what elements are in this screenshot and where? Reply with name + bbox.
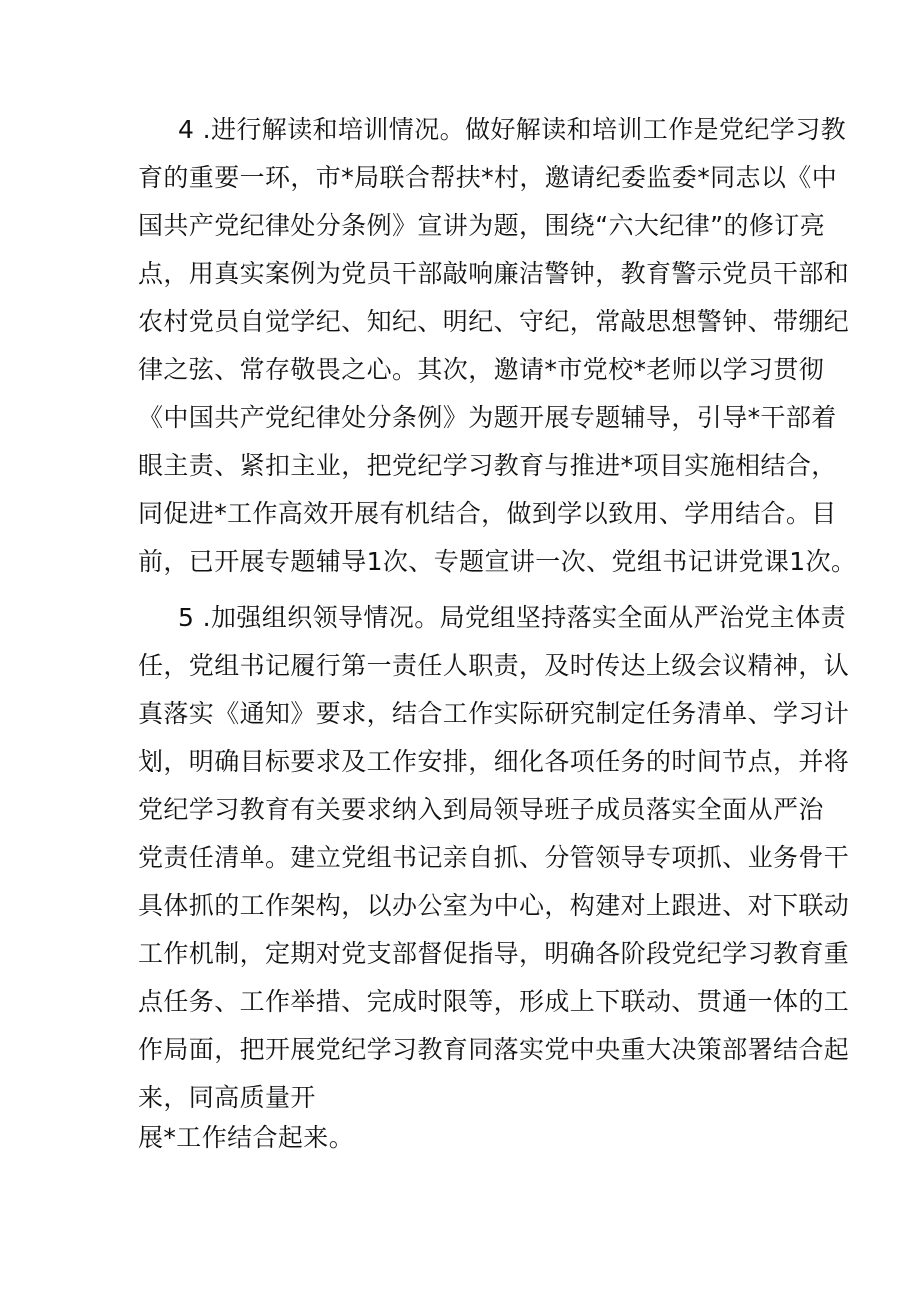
paragraph-5-line-10: 作局面，把开展党纪学习教育同落实党中央重大决策部署结合起 bbox=[138, 1035, 850, 1064]
paragraph-5-line-1: 5 .加强组织领导情况。局党组坚持落实全面从严治党主体责 bbox=[178, 603, 847, 632]
paragraph-5-line-2: 任，党组书记履行第一责任人职责，及时传达上级会议精神，认 bbox=[138, 651, 850, 680]
paragraph-5-line-4: 划，明确目标要求及工作安排，细化各项任务的时间节点，并将 bbox=[138, 747, 850, 776]
paragraph-5-line-9: 点任务、工作举措、完成时限等，形成上下联动、贯通一体的工 bbox=[138, 987, 850, 1016]
paragraph-4-line-2: 育的重要一环，市*局联合帮扶*村，邀请纪委监委*同志以《中 bbox=[138, 163, 838, 192]
paragraph-4-line-6: 律之弦、常存敬畏之心。其次，邀请*市党校*老师以学习贯彻 bbox=[138, 355, 825, 384]
paragraph-4-line-1: 4 .进行解读和培训情况。做好解读和培训工作是党纪学习教 bbox=[178, 115, 847, 144]
paragraph-4-line-4: 点，用真实案例为党员干部敲响廉洁警钟，教育警示党员干部和 bbox=[138, 259, 850, 288]
paragraph-5-line-7: 具体抓的工作架构，以办公室为中心，构建对上跟进、对下联动 bbox=[138, 891, 850, 920]
paragraph-5-line-5: 党纪学习教育有关要求纳入到局领导班子成员落实全面从严治 bbox=[138, 795, 824, 824]
paragraph-4-line-9: 同促进*工作高效开展有机结合，做到学以致用、学用结合。目 bbox=[138, 499, 837, 528]
paragraph-5-line-12: 展*工作结合起来。 bbox=[138, 1123, 355, 1152]
paragraph-4-line-5: 农村党员自觉学纪、知纪、明纪、守纪，常敲思想警钟、带绷纪 bbox=[138, 307, 850, 336]
paragraph-4-line-7: 《中国共产党纪律处分条例》为题开展专题辅导，引导*干部着 bbox=[138, 403, 837, 432]
paragraph-5-line-6: 党责任清单。建立党组书记亲自抓、分管领导专项抓、业务骨干 bbox=[138, 843, 850, 872]
paragraph-5-line-11: 来，同高质量开 bbox=[138, 1083, 316, 1112]
paragraph-5-line-8: 工作机制，定期对党支部督促指导，明确各阶段党纪学习教育重 bbox=[138, 939, 850, 968]
paragraph-4-line-10: 前，已开展专题辅导1次、专题宣讲一次、党组书记讲党课1次。 bbox=[138, 547, 857, 576]
paragraph-4-line-8: 眼主责、紧扣主业，把党纪学习教育与推进*项目实施相结合， bbox=[138, 451, 837, 480]
paragraph-4-line-3: 国共产党纪律处分条例》宣讲为题，围绕“六大纪律”的修订亮 bbox=[138, 211, 826, 240]
paragraph-5-line-3: 真落实《通知》要求，结合工作实际研究制定任务清单、学习计 bbox=[138, 699, 850, 728]
